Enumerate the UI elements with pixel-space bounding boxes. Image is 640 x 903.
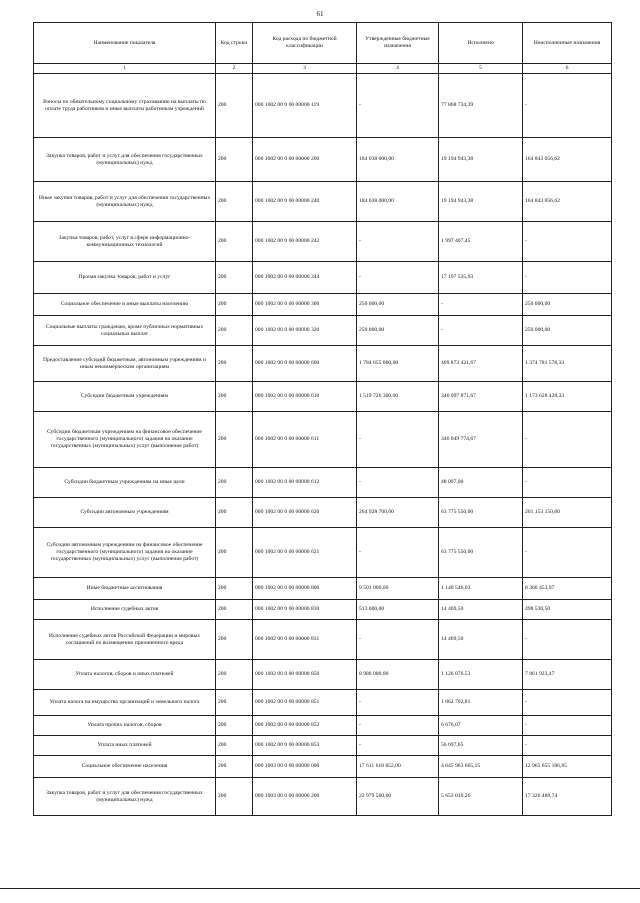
executed-amount-cell: 14 469,50 bbox=[439, 600, 523, 620]
line-code-cell: 200 bbox=[216, 690, 253, 716]
line-code-cell: 200 bbox=[216, 716, 253, 736]
column-number-row bbox=[34, 64, 612, 74]
budget-code-cell: 000 1002 00 0 00 00000 852 bbox=[253, 716, 357, 736]
indicator-name-cell: Субсидии бюджетным учреждениям на иные цели bbox=[34, 468, 216, 498]
executed-amount-cell: 346 049 774,67 bbox=[439, 412, 523, 468]
unexecuted-amount-cell: - bbox=[523, 690, 612, 716]
unexecuted-amount-cell: 1 173 628 428,33 bbox=[523, 382, 612, 412]
line-code-cell: 200 bbox=[216, 316, 253, 346]
indicator-name-cell: Субсидии бюджетным учреждениям на финансовое обеспечение государственного (муниципального) задания на оказание государственных (муниципальных) услуг (выполнение работ) bbox=[34, 412, 216, 468]
indicator-name-cell: Прочая закупка товаров, работ и услуг bbox=[34, 262, 216, 294]
unexecuted-amount-cell: 17 326 489,74 bbox=[523, 778, 612, 816]
line-code-cell: 200 bbox=[216, 498, 253, 528]
approved-amount-cell: - bbox=[357, 262, 439, 294]
unexecuted-amount-cell: 201 153 150,00 bbox=[523, 498, 612, 528]
approved-amount-cell: - bbox=[357, 736, 439, 756]
executed-amount-cell: 19 194 943,38 bbox=[439, 182, 523, 222]
executed-amount-cell: 5 653 010,26 bbox=[439, 778, 523, 816]
indicator-name-cell: Закупка товаров, работ и услуг для обеспечения государственных (муниципальных) нужд bbox=[34, 138, 216, 182]
unexecuted-amount-cell: 164 843 056,62 bbox=[523, 138, 612, 182]
column-number: 1 bbox=[34, 64, 216, 74]
approved-amount-cell: 513 000,00 bbox=[357, 600, 439, 620]
unexecuted-amount-cell: - bbox=[523, 222, 612, 262]
executed-amount-cell: - bbox=[439, 294, 523, 316]
budget-code-cell: 000 1002 00 0 00 00000 610 bbox=[253, 382, 357, 412]
executed-amount-cell: 1 126 076,53 bbox=[439, 660, 523, 690]
table-row bbox=[34, 412, 612, 468]
executed-amount-cell: 19 194 943,38 bbox=[439, 138, 523, 182]
approved-amount-cell: 9 501 000,00 bbox=[357, 578, 439, 600]
approved-amount-cell: - bbox=[357, 716, 439, 736]
executed-amount-cell: 346 097 871,67 bbox=[439, 382, 523, 412]
budget-code-cell: 000 1002 00 0 00 00000 853 bbox=[253, 736, 357, 756]
budget-code-cell: 000 1002 00 0 00 00000 850 bbox=[253, 660, 357, 690]
table-row bbox=[34, 138, 612, 182]
line-code-cell: 200 bbox=[216, 346, 253, 382]
indicator-name-cell: Исполнение судебных актов bbox=[34, 600, 216, 620]
approved-amount-cell: - bbox=[357, 222, 439, 262]
indicator-name-cell: Исполнение судебных актов Российской Федерации и мировых соглашений по возмещению причиненного вреда bbox=[34, 620, 216, 660]
unexecuted-amount-cell: - bbox=[523, 736, 612, 756]
indicator-name-cell: Субсидии автономным учреждениям bbox=[34, 498, 216, 528]
table-row bbox=[34, 222, 612, 262]
unexecuted-amount-cell: 7 861 923,47 bbox=[523, 660, 612, 690]
indicator-name-cell: Закупка товаров, работ и услуг для обеспечения государственных (муниципальных) нужд bbox=[34, 778, 216, 816]
budget-code-cell: 000 1002 00 0 00 00000 612 bbox=[253, 468, 357, 498]
table-header-row bbox=[34, 23, 612, 64]
table-row bbox=[34, 346, 612, 382]
approved-amount-cell: 184 038 000,00 bbox=[357, 138, 439, 182]
budget-code-cell: 000 1002 00 0 00 00000 800 bbox=[253, 578, 357, 600]
indicator-name-cell: Социальное обеспечение и иные выплаты населению bbox=[34, 294, 216, 316]
unexecuted-amount-cell: 164 843 056,62 bbox=[523, 182, 612, 222]
indicator-name-cell: Социальные выплаты гражданам, кроме публичных нормативных социальных выплат bbox=[34, 316, 216, 346]
line-code-cell: 200 bbox=[216, 578, 253, 600]
table-row bbox=[34, 74, 612, 138]
approved-amount-cell: 264 928 700,00 bbox=[357, 498, 439, 528]
approved-amount-cell: 184 038 000,00 bbox=[357, 182, 439, 222]
approved-amount-cell: - bbox=[357, 690, 439, 716]
approved-amount-cell: - bbox=[357, 74, 439, 138]
approved-amount-cell: 8 988 000,00 bbox=[357, 660, 439, 690]
budget-code-cell: 000 1003 00 0 00 00000 000 bbox=[253, 756, 357, 778]
page-number: 61 bbox=[316, 10, 324, 18]
executed-amount-cell: 4 645 963 665,15 bbox=[439, 756, 523, 778]
executed-amount-cell: 17 197 535,93 bbox=[439, 262, 523, 294]
indicator-name-cell: Закупка товаров, работ, услуг в сфере информационно-коммуникационных технологий bbox=[34, 222, 216, 262]
budget-code-cell: 000 1002 00 0 00 00000 300 bbox=[253, 294, 357, 316]
unexecuted-amount-cell: 8 360 453,97 bbox=[523, 578, 612, 600]
table-row bbox=[34, 716, 612, 736]
header-unexecuted: Неисполненные назначения bbox=[523, 23, 612, 64]
budget-code-cell: 000 1002 00 0 00 00000 611 bbox=[253, 412, 357, 468]
line-code-cell: 200 bbox=[216, 528, 253, 578]
indicator-name-cell: Социальное обеспечение населения bbox=[34, 756, 216, 778]
indicator-name-cell: Иные закупки товаров, работ и услуг для обеспечения государственных (муниципальных) нужд bbox=[34, 182, 216, 222]
unexecuted-amount-cell: - bbox=[523, 74, 612, 138]
header-line-code: Код строки bbox=[216, 23, 253, 64]
table-row bbox=[34, 736, 612, 756]
unexecuted-amount-cell: - bbox=[523, 716, 612, 736]
column-number: 5 bbox=[439, 64, 523, 74]
indicator-name-cell: Субсидии бюджетным учреждениям bbox=[34, 382, 216, 412]
unexecuted-amount-cell: 250 000,00 bbox=[523, 316, 612, 346]
budget-code-cell: 000 1002 00 0 00 00000 242 bbox=[253, 222, 357, 262]
table-row bbox=[34, 262, 612, 294]
executed-amount-cell: 48 097,00 bbox=[439, 468, 523, 498]
line-code-cell: 200 bbox=[216, 412, 253, 468]
executed-amount-cell: 1 062 702,81 bbox=[439, 690, 523, 716]
column-number: 6 bbox=[523, 64, 612, 74]
header-budget-code: Код расхода по бюджетной классификации bbox=[253, 23, 357, 64]
indicator-name-cell: Предоставление субсидий бюджетным, автономным учреждениям и иным некоммерческим организациям bbox=[34, 346, 216, 382]
executed-amount-cell: 1 140 546,03 bbox=[439, 578, 523, 600]
table-row bbox=[34, 756, 612, 778]
line-code-cell: 200 bbox=[216, 756, 253, 778]
budget-code-cell: 000 1002 00 0 00 00000 621 bbox=[253, 528, 357, 578]
budget-code-cell: 000 1002 00 0 00 00000 320 bbox=[253, 316, 357, 346]
indicator-name-cell: Субсидии автономным учреждениям на финансовое обеспечение государственного (муниципального) задания на оказание государственных (муниципальных) услуг (выполнение работ) bbox=[34, 528, 216, 578]
budget-execution-table bbox=[33, 22, 612, 816]
table-row bbox=[34, 620, 612, 660]
table-row bbox=[34, 600, 612, 620]
column-number: 4 bbox=[357, 64, 439, 74]
line-code-cell: 200 bbox=[216, 382, 253, 412]
budget-code-cell: 000 1002 00 0 00 00000 244 bbox=[253, 262, 357, 294]
executed-amount-cell: 63 775 550,00 bbox=[439, 528, 523, 578]
unexecuted-amount-cell: - bbox=[523, 528, 612, 578]
approved-amount-cell: 17 611 618 852,00 bbox=[357, 756, 439, 778]
unexecuted-amount-cell: - bbox=[523, 412, 612, 468]
table-row bbox=[34, 690, 612, 716]
header-approved: Утвержденные бюджетные назначения bbox=[357, 23, 439, 64]
page-bottom-rule bbox=[0, 888, 640, 889]
executed-amount-cell: 6 676,07 bbox=[439, 716, 523, 736]
line-code-cell: 200 bbox=[216, 74, 253, 138]
unexecuted-amount-cell: 12 965 655 186,85 bbox=[523, 756, 612, 778]
budget-code-cell: 000 1002 00 0 00 00000 240 bbox=[253, 182, 357, 222]
executed-amount-cell: 1 997 407,45 bbox=[439, 222, 523, 262]
table-row bbox=[34, 498, 612, 528]
approved-amount-cell: - bbox=[357, 528, 439, 578]
table-row bbox=[34, 660, 612, 690]
table-row bbox=[34, 316, 612, 346]
executed-amount-cell: 63 775 550,00 bbox=[439, 498, 523, 528]
table-row bbox=[34, 528, 612, 578]
line-code-cell: 200 bbox=[216, 294, 253, 316]
unexecuted-amount-cell: 250 000,00 bbox=[523, 294, 612, 316]
line-code-cell: 200 bbox=[216, 600, 253, 620]
line-code-cell: 200 bbox=[216, 262, 253, 294]
approved-amount-cell: 1 784 655 000,00 bbox=[357, 346, 439, 382]
unexecuted-amount-cell: - bbox=[523, 468, 612, 498]
indicator-name-cell: Уплата прочих налогов, сборов bbox=[34, 716, 216, 736]
indicator-name-cell: Уплата налогов, сборов и иных платежей bbox=[34, 660, 216, 690]
line-code-cell: 200 bbox=[216, 778, 253, 816]
approved-amount-cell: 250 000,00 bbox=[357, 294, 439, 316]
table-row bbox=[34, 578, 612, 600]
table-row bbox=[34, 294, 612, 316]
executed-amount-cell: 14 469,50 bbox=[439, 620, 523, 660]
unexecuted-amount-cell: 1 374 781 578,33 bbox=[523, 346, 612, 382]
budget-code-cell: 000 1002 00 0 00 00000 200 bbox=[253, 138, 357, 182]
unexecuted-amount-cell: 498 530,50 bbox=[523, 600, 612, 620]
table-row bbox=[34, 182, 612, 222]
budget-code-cell: 000 1002 00 0 00 00000 851 bbox=[253, 690, 357, 716]
approved-amount-cell: 1 519 726 300,00 bbox=[357, 382, 439, 412]
approved-amount-cell: - bbox=[357, 468, 439, 498]
approved-amount-cell: 22 979 500,00 bbox=[357, 778, 439, 816]
line-code-cell: 200 bbox=[216, 468, 253, 498]
budget-code-cell: 000 1002 00 0 00 00000 620 bbox=[253, 498, 357, 528]
indicator-name-cell: Уплата налога на имущество организаций и земельного налога bbox=[34, 690, 216, 716]
unexecuted-amount-cell: - bbox=[523, 620, 612, 660]
indicator-name-cell: Уплата иных платежей bbox=[34, 736, 216, 756]
line-code-cell: 200 bbox=[216, 620, 253, 660]
approved-amount-cell: - bbox=[357, 620, 439, 660]
table-row bbox=[34, 778, 612, 816]
indicator-name-cell: Иные бюджетные ассигнования bbox=[34, 578, 216, 600]
header-executed: Исполнено bbox=[439, 23, 523, 64]
budget-code-cell: 000 1002 00 0 00 00000 600 bbox=[253, 346, 357, 382]
executed-amount-cell: 77 868 734,39 bbox=[439, 74, 523, 138]
budget-code-cell: 000 1002 00 0 00 00000 831 bbox=[253, 620, 357, 660]
column-number: 3 bbox=[253, 64, 357, 74]
header-indicator-name: Наименование показателя bbox=[34, 23, 216, 64]
executed-amount-cell: 409 873 421,67 bbox=[439, 346, 523, 382]
column-number: 2 bbox=[216, 64, 253, 74]
line-code-cell: 200 bbox=[216, 736, 253, 756]
executed-amount-cell: - bbox=[439, 316, 523, 346]
budget-code-cell: 000 1002 00 0 00 00000 119 bbox=[253, 74, 357, 138]
line-code-cell: 200 bbox=[216, 182, 253, 222]
unexecuted-amount-cell: - bbox=[523, 262, 612, 294]
budget-code-cell: 000 1003 00 0 00 00000 200 bbox=[253, 778, 357, 816]
line-code-cell: 200 bbox=[216, 660, 253, 690]
approved-amount-cell: 250 000,00 bbox=[357, 316, 439, 346]
table-row bbox=[34, 382, 612, 412]
indicator-name-cell: Взносы по обязательному социальному страхованию на выплаты по оплате труда работников и иные выплаты работникам учреждений bbox=[34, 74, 216, 138]
line-code-cell: 200 bbox=[216, 222, 253, 262]
table-row bbox=[34, 468, 612, 498]
budget-code-cell: 000 1002 00 0 00 00000 830 bbox=[253, 600, 357, 620]
line-code-cell: 200 bbox=[216, 138, 253, 182]
executed-amount-cell: 56 697,65 bbox=[439, 736, 523, 756]
approved-amount-cell: - bbox=[357, 412, 439, 468]
